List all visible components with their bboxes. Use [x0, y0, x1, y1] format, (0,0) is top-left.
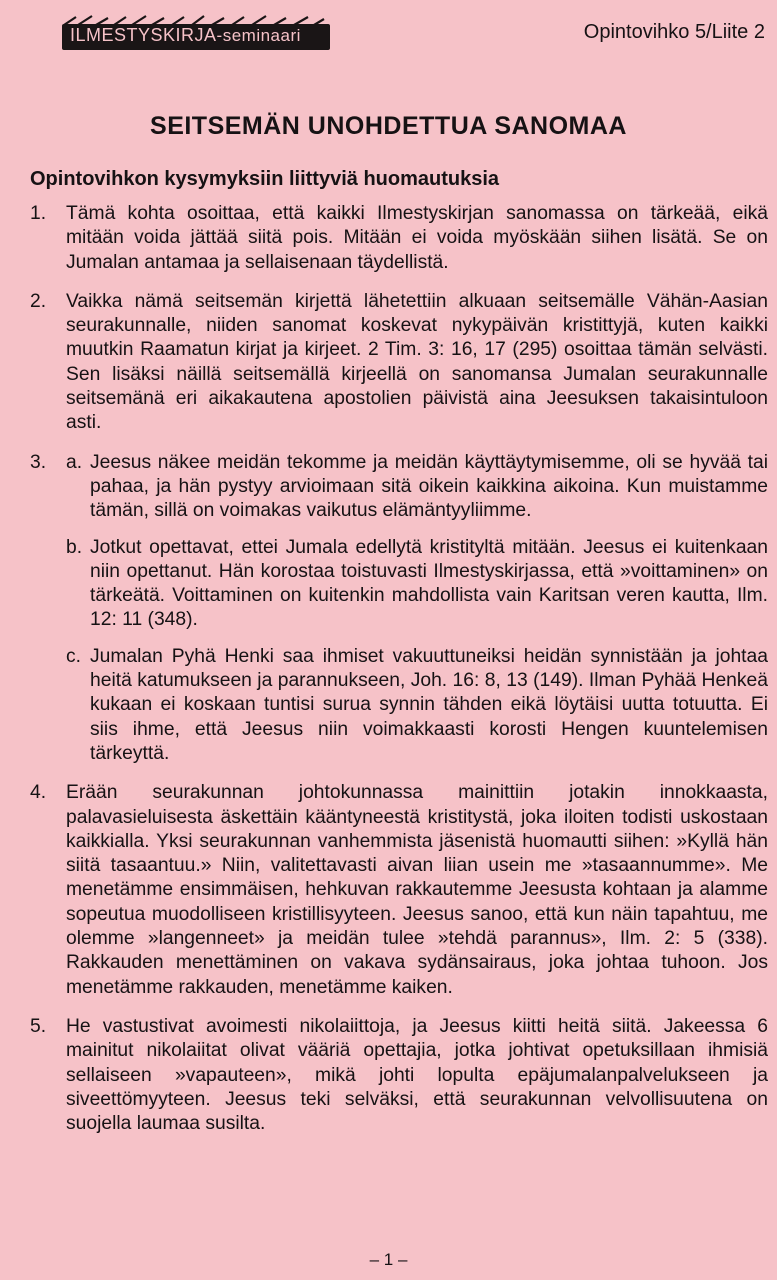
note-text: Erään seurakunnan johtokunnassa mainittiin jotakin innokkaasta, palavasieluisesta äskettäin kääntyneestä kristitystä, joka iloiten todisti uskostaan kaikkialla. Yksi seurakunnan vanhemmista jäsenistä huomautti siihen: »Kyllä hän siitä tasaantuu.» Niin, valitettavasti aivan liian usein me »tasaannumme». Me menetämme ensimmäisen, hehkuvan rakkautemme Jeesusta kohtaan ja alamme sopeutua muodolliseen kristillisyyteen. Jeesus sanoo, että kun näin tapahtuu, me olemme »langenneet» ja meidän tulee »tehdä parannus», Ilm. 2: 5 (338). Rakkauden menettäminen on vakava sydänsairaus, joka johtaa tuhoon. Jos menetämme rakkauden, menetämme kaiken.: [66, 782, 768, 998]
note-item: [30, 781, 768, 1000]
seminar-logo: [62, 14, 330, 50]
note-item: [30, 1015, 768, 1136]
note-item: [30, 451, 768, 767]
note-text: Tämä kohta osoittaa, että kaikki Ilmestyskirjan sanomassa on tärkeää, eikä mitään voida jättää siitä pois. Mitään ei voida myöskään siihen lisätä. Se on Jumalan antamaa ja sellaisenaan täydellistä.: [66, 203, 768, 273]
logo-text: [70, 25, 301, 46]
note-item: [30, 290, 768, 436]
notes-list: [30, 202, 768, 1151]
subitem-text: Jeesus näkee meidän tekomme ja meidän käyttäytymisemme, oli se hyvää tai pahaa, ja hän pystyy arvioimaan sitä oikein kaikkina aikoina. Kun muistamme tämän, sillä on voimakas vaikutus elämäntyyliimme.: [90, 451, 768, 522]
page-number: – 1 –: [369, 1250, 408, 1269]
subitem-text: Jumalan Pyhä Henki saa ihmiset vakuuttuneiksi heidän synnistään ja johtaa heitä katumukseen ja parannukseen, Joh. 16: 8, 13 (149). Ilman Pyhää Henkeä kukaan ei koskaan tuntisi surua synnin tähden eikä löytäisi uutta totuutta. Ei siis ihme, että Jeesus niin voimakkaasti korosti Hengen kuuntelemisen tärkeyttä.: [90, 645, 768, 764]
note-number: 1.: [30, 203, 47, 224]
note-number: 4.: [30, 782, 47, 804]
note-subitem: [66, 645, 768, 766]
booklet-label: Opintovihko 5/Liite 2: [583, 21, 765, 43]
note-number: 5.: [30, 1015, 47, 1037]
note-text: He vastustivat avoimesti nikolaiittoja, ja Jeesus kiitti heitä siitä. Jakeessa 6 mainitut nikolaiitat olivat vääriä opettajia, jotka johtivat opetuksillaan ihmisiä sellaiseen »vapauteen», mikä johti lopulta epäjumalanpalvelukseen ja siveettömyyteen. Jeesus teki selväksi, että seurakunnan velvollisuutena on suojella laumaa susilta.: [66, 1015, 768, 1135]
page-title: SEITSEMÄN UNOHDETTUA SANOMAA: [150, 112, 627, 140]
logo-main: ILMESTYSKIRJA: [70, 25, 217, 45]
logo-sub: -seminaari: [216, 26, 301, 45]
note-number: 2.: [30, 290, 47, 312]
note-text: Vaikka nämä seitsemän kirjettä lähetettiin alkuaan seitsemälle Vähän-Aasian seurakunnalle, niiden sanomat koskevat nykypäivän kristittyjä, kuten kaikki muutkin Raamatun kirjat ja kirjeet. 2 Tim. 3: 16, 17 (295) osoittaa tämän selvästi. Sen lisäksi näillä seitsemällä kirjeellä on sanomansa Jumalan seurakunnalle seitsemänä eri aikakautena apostolien päivistä aina Jeesuksen takaisintuloon asti.: [66, 290, 768, 434]
note-subitem: [66, 451, 768, 524]
subitem-text: Jotkut opettavat, ettei Jumala edellytä kristityltä mitään. Jeesus ei kuitenkaan niin opettanut. Hän korostaa toistuvasti Ilmestyskirjassa, että »voittaminen» on tärkeätä. Voittaminen on kuitenkin mahdollista vain Karitsan veren kautta, Ilm. 12: 11 (348).: [90, 536, 768, 631]
note-subitems: [66, 451, 768, 767]
note-subitem: [66, 536, 768, 633]
note-item: [30, 202, 768, 275]
subitem-letter: b.: [66, 536, 83, 558]
subitem-letter: c.: [66, 645, 81, 667]
section-subtitle: Opintovihkon kysymyksiin liittyviä huomautuksia: [30, 168, 500, 190]
subitem-letter: a.: [66, 451, 83, 473]
note-number: 3.: [30, 451, 47, 473]
